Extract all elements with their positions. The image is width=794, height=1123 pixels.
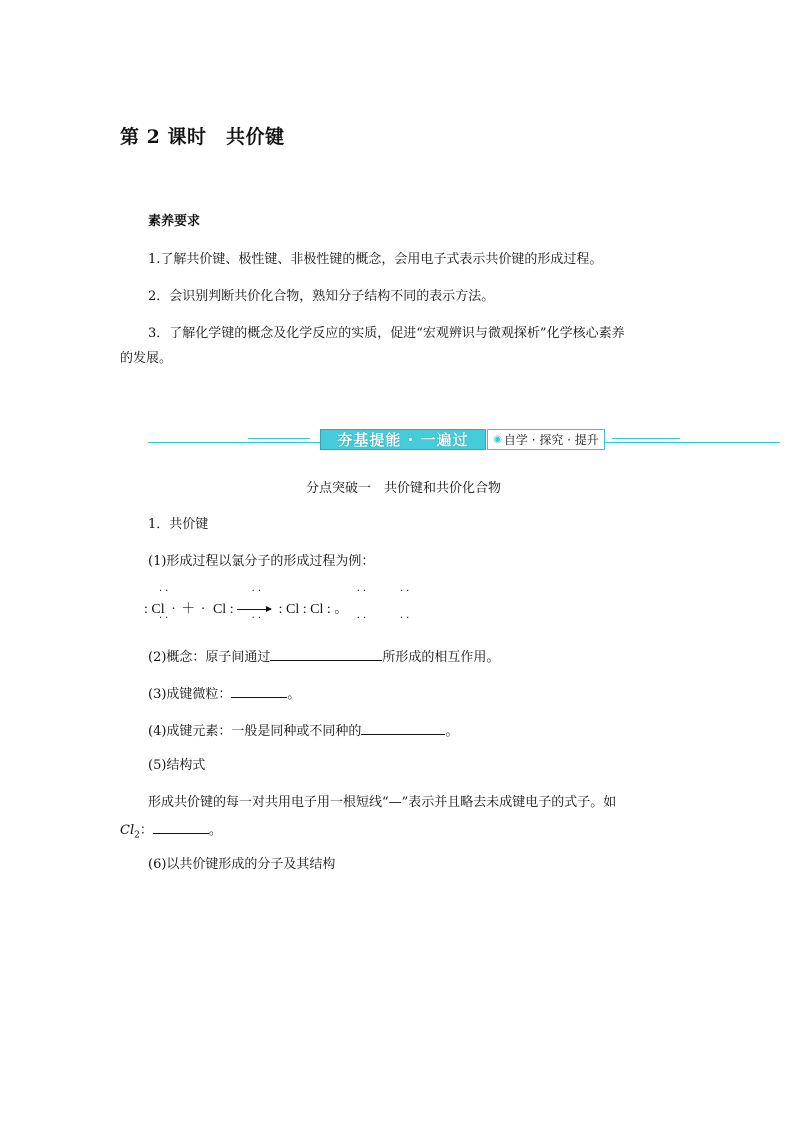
arrow-icon [237, 609, 271, 610]
subheading-covalent-bond: 1．共价键 [148, 517, 209, 532]
paragraph-elements: (4)成键元素：一般是同种或不同种的 。 [148, 721, 458, 740]
requirements-heading: 素养要求 [148, 214, 201, 229]
paragraph-particles: (3)成键微粒： 。 [148, 684, 300, 703]
banner-line-left [148, 442, 320, 443]
banner-sub [487, 429, 605, 450]
fill-blank-cl2[interactable] [153, 820, 209, 834]
bullet-icon: ◉ [493, 434, 502, 445]
banner-line-right-accent [612, 438, 680, 439]
paragraph-structural-formula: (5)结构式 [148, 758, 206, 773]
requirement-item-3-cont: 的发展。 [120, 351, 173, 366]
paragraph-structural-example: $Cl_2$： 。 [120, 820, 222, 844]
paragraph-formation: (1)形成过程以氯分子的形成过程为例： [148, 554, 375, 569]
banner-line-right [605, 442, 780, 443]
banner-sub-text: 自学 · 探究 · 提升 [503, 433, 599, 447]
requirement-item-1: 1.了解共价键、极性键、非极性键的概念，会用电子式表示共价键的形成过程。 [148, 252, 603, 267]
paragraph-molecules: (6)以共价键形成的分子及其结构 [148, 857, 336, 872]
page-title: 第 2 课时 共价键 [120, 126, 285, 148]
fill-blank-elements[interactable] [361, 721, 445, 735]
electron-dots-bottom: ·· ·· ·· ·· [159, 613, 413, 624]
banner-line-left-accent [248, 438, 310, 439]
requirement-item-2: 2．会识别判断共价化合物，熟知分子结构不同的表示方法。 [148, 289, 495, 304]
paragraph-structural-body: 形成共价键的每一对共用电子用一根短线“—”表示并且略去未成键电子的式子。如 [148, 795, 617, 810]
fill-blank-concept[interactable] [270, 647, 382, 661]
requirement-item-3: 3．了解化学键的概念及化学反应的实质，促进“宏观辨识与微观探析”化学核心素养 [148, 326, 625, 341]
banner-main: 夯基提能 · 一遍过 [320, 429, 486, 450]
electron-dots-top: ·· ·· ·· ·· [159, 586, 413, 597]
paragraph-concept: (2)概念：原子间通过 所形成的相互作用。 [148, 647, 499, 666]
electron-dot-formula: : Cl · ＋ · Cl : : Cl : Cl : 。 [144, 602, 349, 617]
section-heading: 分点突破一 共价键和共价化合物 [306, 481, 502, 496]
fill-blank-particles[interactable] [231, 684, 287, 698]
